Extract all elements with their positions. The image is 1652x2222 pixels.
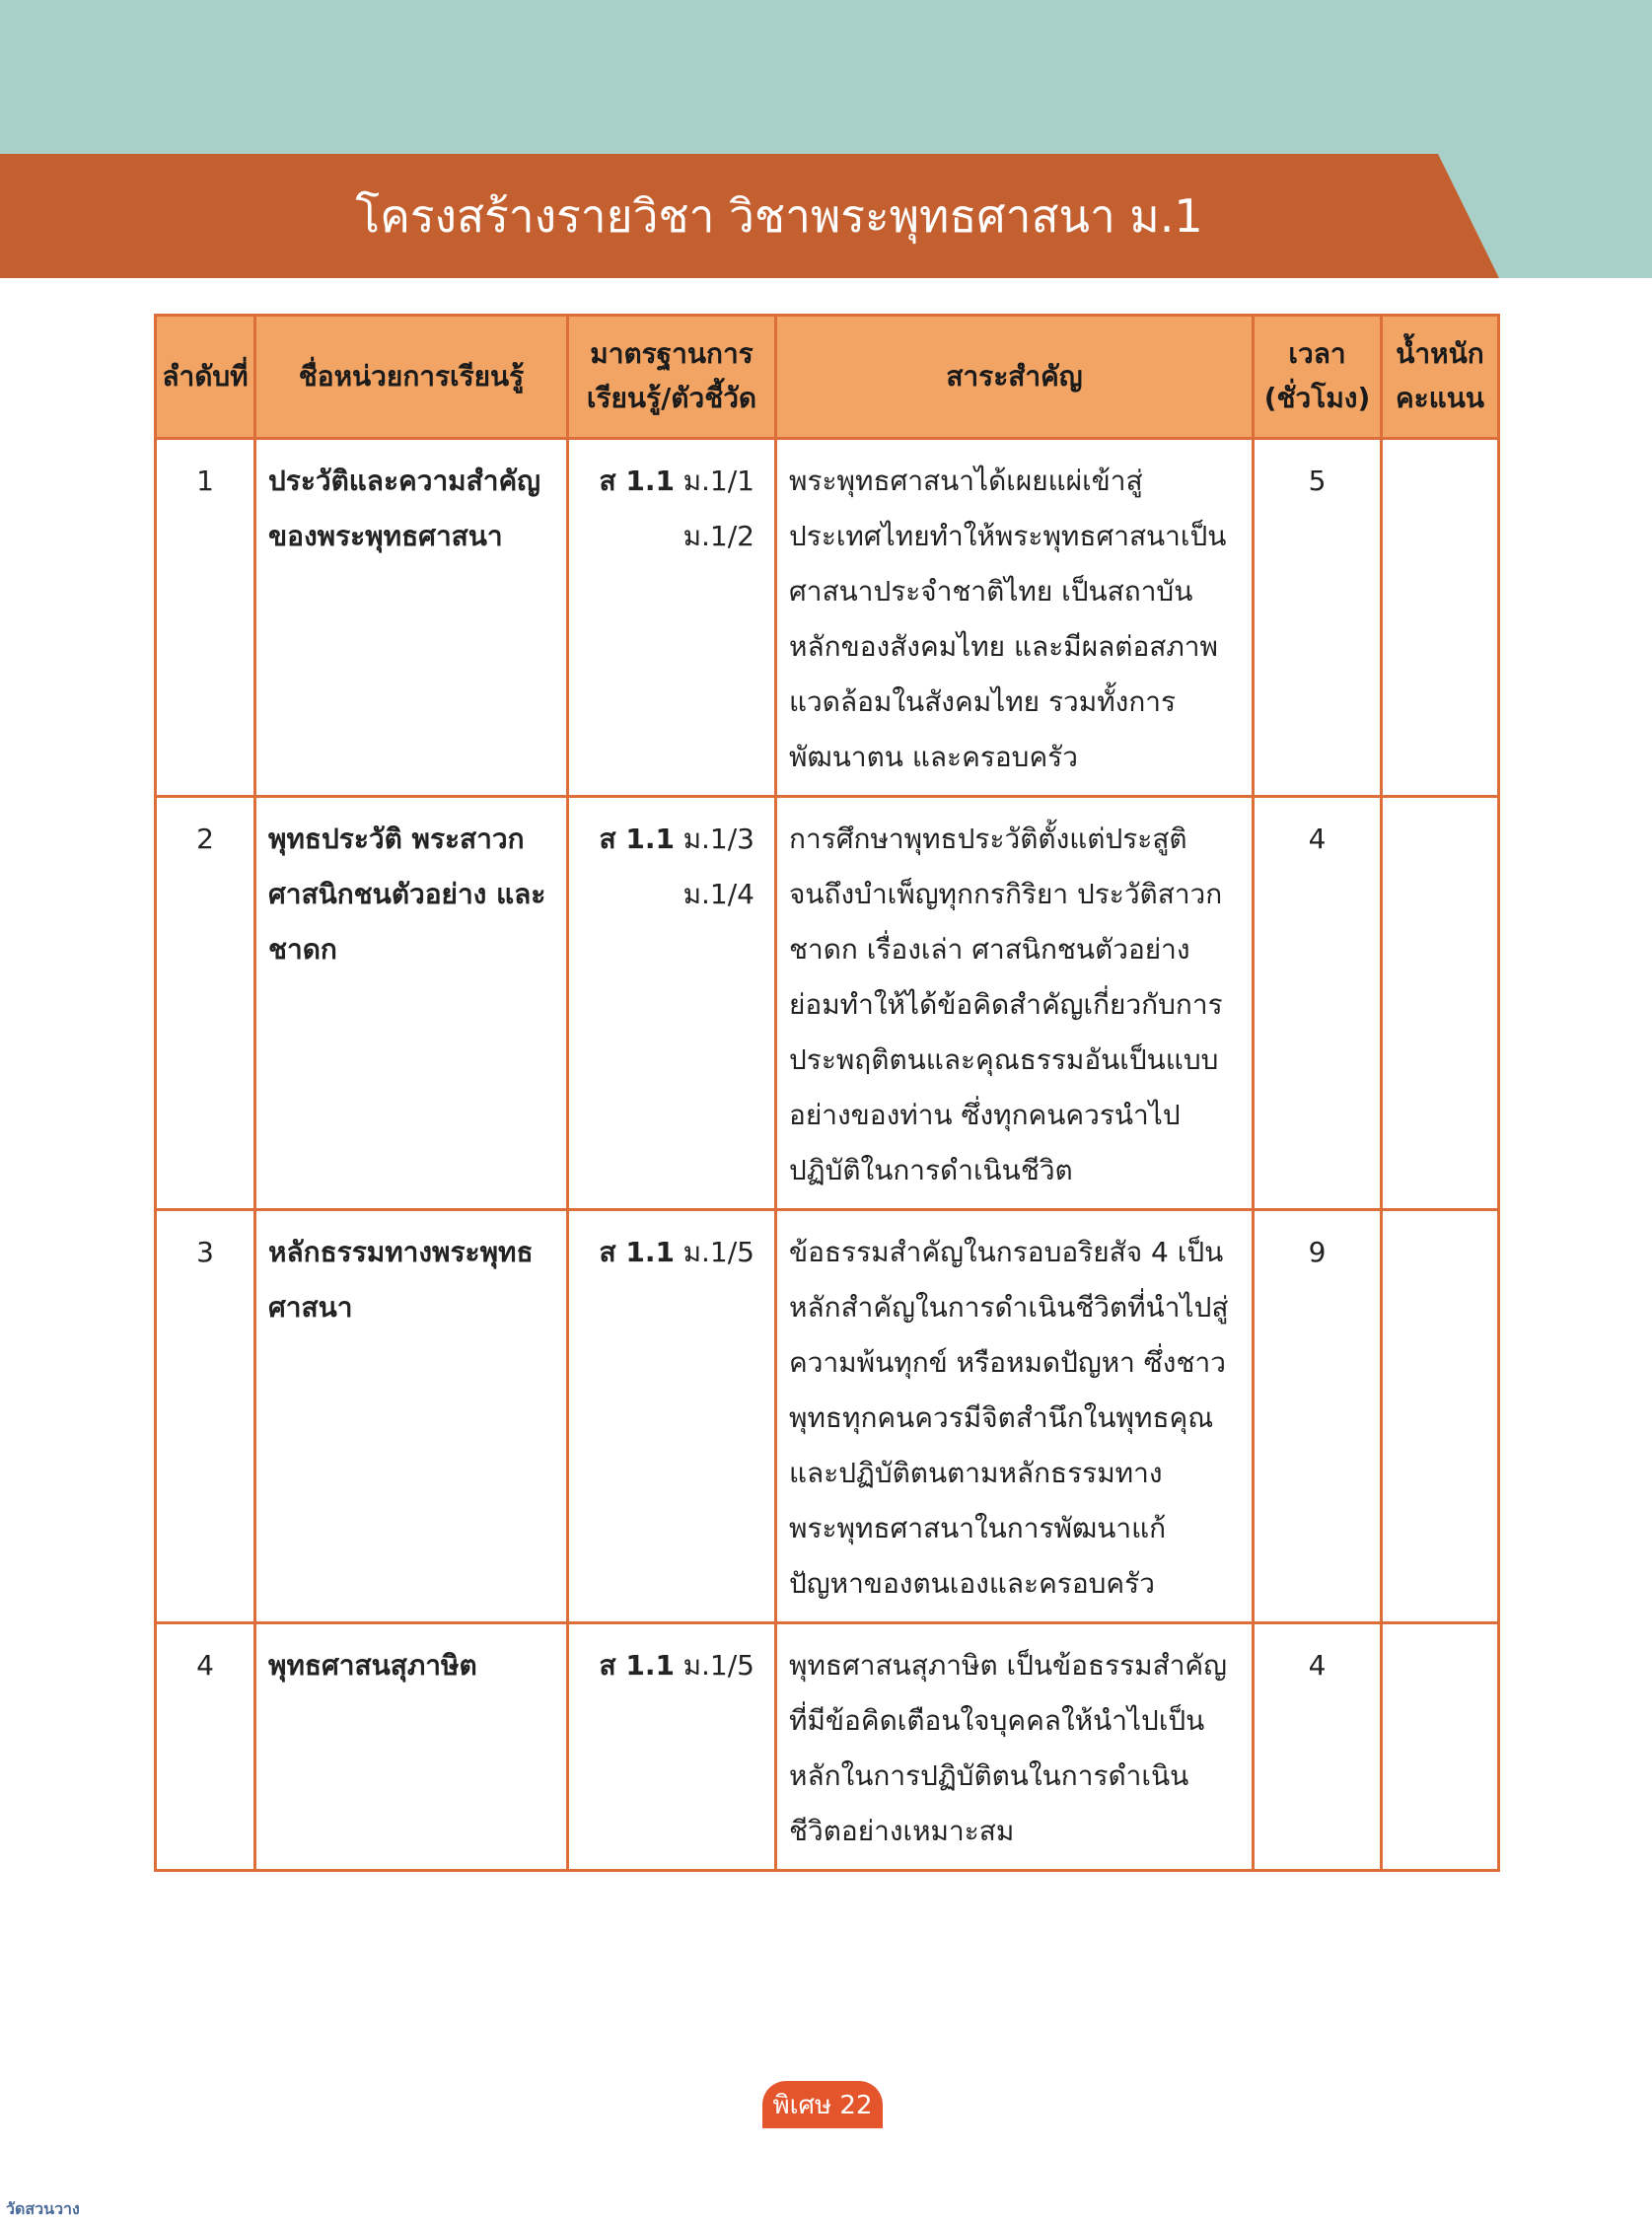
standard-code: ส 1.1	[599, 1236, 675, 1268]
table-header-row	[156, 316, 1499, 439]
header-no: ลำดับที่	[156, 316, 255, 439]
hours-value: 5	[1254, 439, 1382, 797]
table-row	[156, 1210, 1499, 1623]
essence-text: ข้อธรรมสำคัญในกรอบอริยสัจ 4 เป็นหลักสำคัญในการดำเนินชีวิตที่นำไปสู่ความพ้นทุกข์ หรือหมดปัญหา ซึ่งชาวพุทธทุกคนควรมีจิตสำนึกในพุทธคุณ และปฏิบัติตนตามหลักธรรมทางพระพุทธศาสนาในการพัฒนาแก้ปัญหาของตนเองและครอบครัว	[776, 1210, 1254, 1623]
header-weight: น้ำหนักคะแนน	[1382, 316, 1499, 439]
indicator-list	[675, 1225, 762, 1280]
row-number: 1	[156, 439, 255, 797]
indicator: ม.1/3	[682, 823, 754, 855]
hours-value: 4	[1254, 1623, 1382, 1871]
table-row	[156, 439, 1499, 797]
weight-value	[1382, 1623, 1499, 1871]
weight-value	[1382, 1210, 1499, 1623]
header-standard: มาตรฐานการเรียนรู้/ตัวชี้วัด	[568, 316, 776, 439]
standard-cell	[568, 1623, 776, 1871]
table-row	[156, 1623, 1499, 1871]
row-number: 3	[156, 1210, 255, 1623]
indicator: ม.1/1	[682, 465, 754, 497]
header-essence: สาระสำคัญ	[776, 316, 1254, 439]
essence-text: พระพุทธศาสนาได้เผยแผ่เข้าสู่ประเทศไทยทำให้พระพุทธศาสนาเป็นศาสนาประจำชาติไทย เป็นสถาบันหลักของสังคมไทย และมีผลต่อสภาพแวดล้อมในสังคมไทย รวมทั้งการพัฒนาตน และครอบครัว	[776, 439, 1254, 797]
page-number-badge: พิเศษ 22	[762, 2081, 883, 2128]
watermark-logo: วัดสวนวาง	[6, 2199, 80, 2218]
indicator-list	[675, 1638, 762, 1693]
table-row	[156, 797, 1499, 1210]
indicator-list	[675, 454, 762, 564]
indicator: ม.1/5	[682, 1649, 754, 1682]
unit-name: พุทธประวัติ พระสาวก ศาสนิกชนตัวอย่าง และชาดก	[255, 797, 568, 1210]
essence-text: พุทธศาสนสุภาษิต เป็นข้อธรรมสำคัญที่มีข้อคิดเตือนใจบุคคลให้นำไปเป็นหลักในการปฏิบัติตนในการดำเนินชีวิตอย่างเหมาะสม	[776, 1623, 1254, 1871]
unit-name: พุทธศาสนสุภาษิต	[255, 1623, 568, 1871]
header-hours: เวลา (ชั่วโมง)	[1254, 316, 1382, 439]
standard-cell	[568, 797, 776, 1210]
standard-code: ส 1.1	[599, 1649, 675, 1682]
standard-code: ส 1.1	[599, 823, 675, 855]
indicator: ม.1/2	[682, 520, 754, 552]
unit-name: หลักธรรมทางพระพุทธศาสนา	[255, 1210, 568, 1623]
standard-cell	[568, 1210, 776, 1623]
standard-cell	[568, 439, 776, 797]
row-number: 2	[156, 797, 255, 1210]
header-unit: ชื่อหน่วยการเรียนรู้	[255, 316, 568, 439]
hours-value: 4	[1254, 797, 1382, 1210]
unit-name: ประวัติและความสำคัญของพระพุทธศาสนา	[255, 439, 568, 797]
course-structure-table	[154, 314, 1500, 1872]
page-title: โครงสร้างรายวิชา วิชาพระพุทธศาสนา ม.1	[355, 188, 1203, 243]
standard-code: ส 1.1	[599, 465, 675, 497]
indicator: ม.1/4	[682, 878, 754, 910]
hours-value: 9	[1254, 1210, 1382, 1623]
weight-value	[1382, 439, 1499, 797]
row-number: 4	[156, 1623, 255, 1871]
indicator-list	[675, 812, 762, 922]
indicator: ม.1/5	[682, 1236, 754, 1268]
weight-value	[1382, 797, 1499, 1210]
essence-text: การศึกษาพุทธประวัติตั้งแต่ประสูติจนถึงบำเพ็ญทุกกรกิริยา ประวัติสาวก ชาดก เรื่องเล่า ศาสนิกชนตัวอย่าง ย่อมทำให้ได้ข้อคิดสำคัญเกี่ยวกับการประพฤติตนและคุณธรรมอันเป็นแบบอย่างของท่าน ซึ่งทุกคนควรนำไปปฏิบัติในการดำเนินชีวิต	[776, 797, 1254, 1210]
